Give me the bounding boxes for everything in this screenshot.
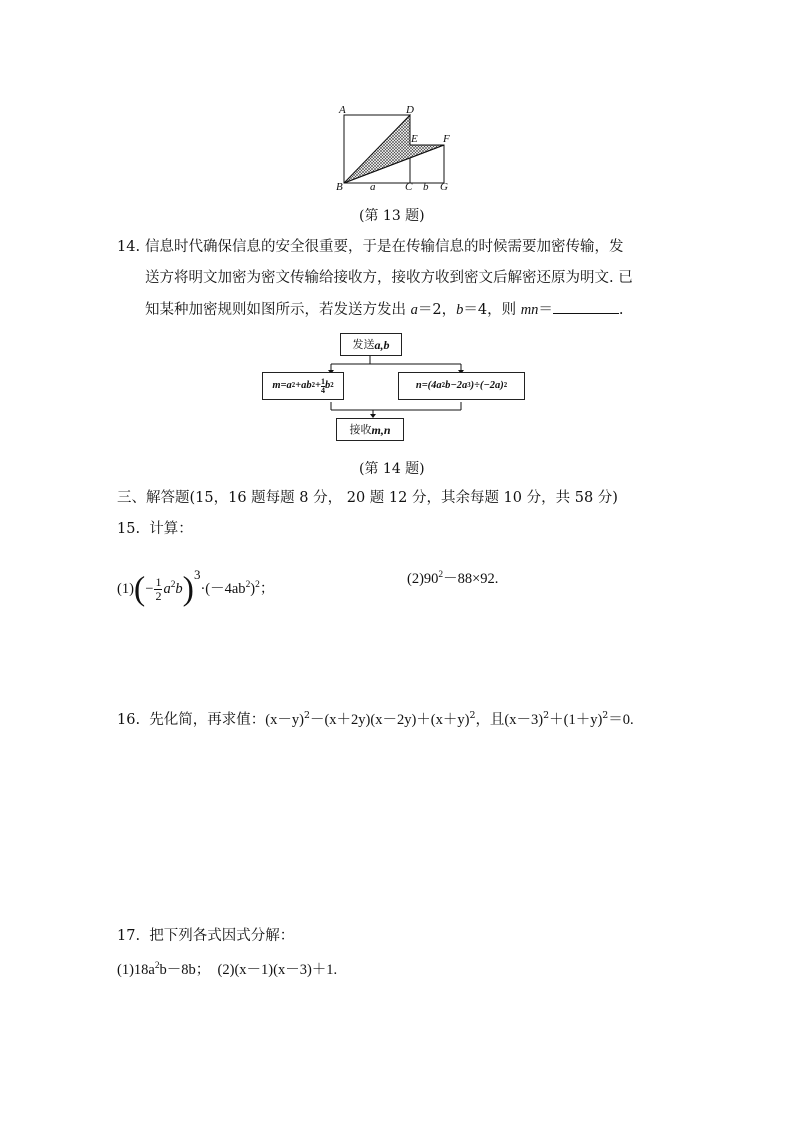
q15-p1-label: (1)	[117, 581, 134, 597]
q16-prefix: 先化简，再求值：	[149, 711, 266, 728]
q15-part1: (1)(− $\frac{1}{2}$ $a^2b)^3\cdot(-4ab^2)^2$；	[117, 567, 275, 608]
flow-n-expr1: =(4a	[421, 380, 442, 391]
label-F: F	[443, 133, 450, 145]
flow-n-var: n	[415, 380, 422, 391]
q14-a-eq: ＝2，	[417, 302, 457, 318]
flow-m-frac-num: 1	[321, 376, 326, 386]
q14-line3	[145, 299, 624, 320]
q14-var-b: b	[456, 302, 464, 318]
label-a: a	[370, 181, 376, 193]
q15-p1-fraction	[154, 576, 162, 603]
flow-receive-box	[336, 418, 404, 441]
flow-receive-label: 接收	[349, 422, 372, 436]
q17-title: 把下列各式因式分解：	[149, 928, 295, 944]
q17-p1b: b－8b；	[159, 961, 211, 978]
q17-p2: (2)(x－1)(x－3)＋1.	[217, 961, 338, 978]
q16-number: 16.	[117, 711, 141, 728]
label-E: E	[411, 133, 418, 145]
flow-m-expr1: =a	[280, 380, 292, 391]
q16-line: 16. 先化简，再求值：$(x-y)^2-(x+2y)(x-2y)+(x+y)^2$，且$(x-3)^2+(1+y)^2=0$.	[117, 710, 634, 728]
flow-m-var: m	[272, 380, 281, 391]
label-C: C	[405, 181, 413, 193]
q15-p1-frac-den: 2	[155, 589, 162, 604]
flow-m-expr3: +	[315, 380, 322, 391]
q14-line2: 送方将明文加密为密文传输给接收方，接收方收到密文后解密还原为明文. 已	[145, 270, 633, 286]
flow-send-vars: a,b	[374, 337, 390, 352]
label-B: B	[336, 181, 343, 193]
q14-var-a: a	[410, 302, 418, 318]
q16-expr3: ，且(x－3)	[475, 711, 544, 728]
q17-parts: $(1)18a^2b-8b$； (2)(x－1)(x－3)＋1.	[117, 961, 338, 978]
label-D: D	[406, 104, 414, 116]
q16-expr: (x－y)	[265, 711, 304, 728]
flow-n-expr3: )÷(−2a)	[470, 380, 504, 391]
flow-receive-vars: m,n	[371, 422, 391, 437]
flow-m-expr2: +ab	[295, 380, 312, 391]
flow-m-frac-den: 4	[321, 385, 326, 395]
q15-title: 计算：	[149, 521, 193, 537]
q15-p1-rest: ·(－4ab	[200, 581, 246, 597]
q15-p1-end: ；	[259, 581, 275, 597]
label-b: b	[423, 181, 429, 193]
q15-p2-rest: －88×92.	[443, 570, 499, 587]
q15-p1-pow: 3	[193, 567, 201, 582]
q16-expr2: －(x＋2y)(x－2y)＋(x＋y)	[309, 711, 470, 728]
flow-m-box: m =a 2 +ab 2 + $\frac{1}{4}$ b 2	[262, 372, 344, 400]
q15-part2: $(2)90^2-88\times 92$.	[407, 570, 499, 587]
figure-14-caption: (第 14 题)	[359, 461, 425, 477]
q15-p1-rest2: )	[250, 581, 256, 597]
q16-expr4: ＋(1＋y)	[549, 711, 603, 728]
flow-n-expr2: b−2a	[445, 380, 468, 391]
q14-line3-prefix: 知某种加密规则如图所示，若发送方发出	[145, 302, 411, 318]
q14-line1: 信息时代确保信息的安全很重要，于是在传输信息的时候需要加密传输，发	[145, 239, 624, 255]
flow-send-label: 发送	[352, 337, 375, 351]
q14-var-mn: mn	[520, 302, 539, 318]
label-G: G	[440, 181, 448, 193]
q14-end: .	[618, 302, 624, 318]
q17-p1: (1)18a	[117, 961, 155, 978]
flow-send-box	[340, 333, 402, 356]
q14-answer-blank[interactable]	[553, 299, 619, 314]
q15-p2-label: (2)90	[407, 570, 439, 587]
q16-expr5: ＝0.	[608, 711, 634, 728]
q14-mn-eq: ＝	[538, 302, 553, 318]
label-A: A	[339, 104, 346, 116]
q15-p1-frac-num: 1	[155, 575, 162, 590]
figure-13-caption: (第 13 题)	[359, 208, 425, 224]
flow-n-box: n =(4a 2 b−2a 3 )÷(−2a) 2	[398, 372, 525, 400]
flow-m-expr4: b	[325, 380, 331, 391]
q17-header	[117, 926, 294, 946]
q15-p1-b: b	[175, 581, 183, 597]
q14-b-eq: ＝4，则	[463, 302, 521, 318]
q15-p1-a: a	[163, 581, 171, 597]
q15-number: 15.	[117, 521, 141, 537]
q15-p1-minus: −	[145, 581, 154, 597]
q15-header	[117, 519, 193, 539]
q17-number: 17.	[117, 928, 141, 944]
section-3-heading: 三、解答题(15，16 题每题 8 分， 20 题 12 分，其余每题 10 分，共 58 分)	[117, 490, 618, 506]
q14-number: 14.	[117, 239, 141, 255]
